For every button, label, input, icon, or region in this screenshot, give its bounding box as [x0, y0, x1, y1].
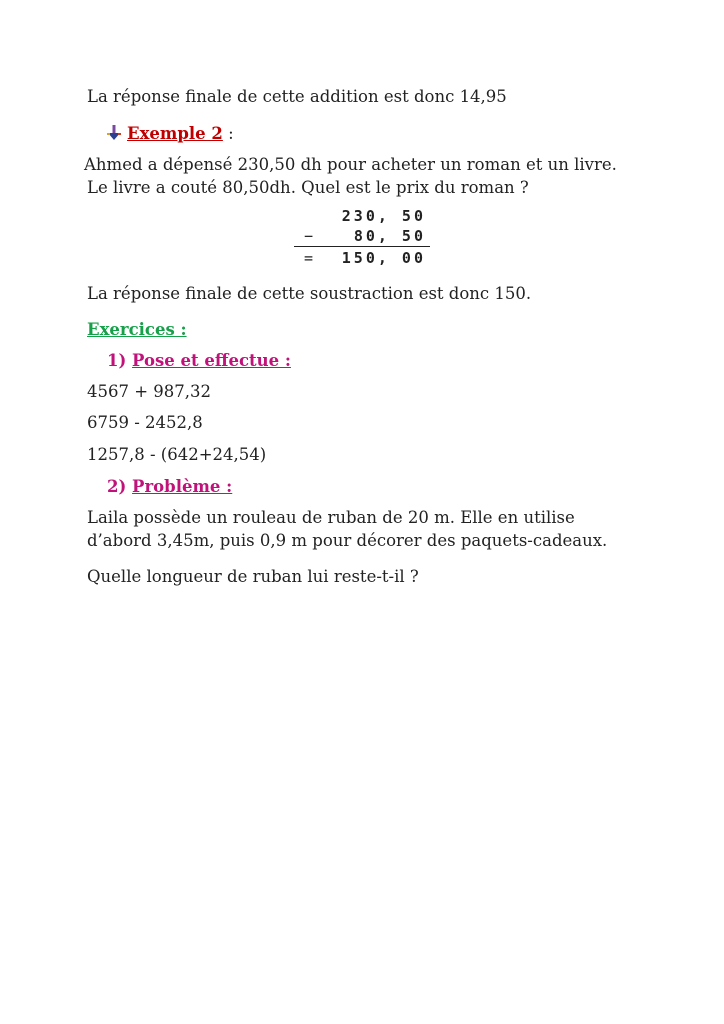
part-1-heading: [107, 350, 291, 372]
part-2-title: Problème :: [132, 477, 233, 496]
part-2-number: 2): [107, 477, 133, 496]
subtraction-conclusion: La réponse finale de cette soustraction est donc 150.: [87, 284, 532, 303]
exercise-item-2: 6759 - 2452,8: [87, 413, 203, 432]
operation-rule: [294, 246, 430, 247]
operation-row-result: [294, 248, 430, 268]
operation-row-top: [294, 206, 430, 226]
addition-conclusion: La réponse finale de cette addition est donc 14,95: [87, 87, 507, 106]
exercise-item-3: 1257,8 - (642+24,54): [87, 445, 267, 464]
example-2-heading: [107, 123, 234, 145]
problem-line-1: Laila possède un rouleau de ruban de 20 m. Elle en utilise: [87, 508, 575, 527]
example-2-text-line-1: Ahmed a dépensé 230,50 dh pour acheter un roman et un livre.: [84, 155, 617, 174]
part-2-heading: [107, 476, 232, 498]
equals-sign: =: [304, 249, 314, 267]
operation-top-number: 230, 50: [341, 207, 426, 225]
exercises-heading: Exercices :: [87, 320, 187, 339]
problem-question: Quelle longueur de ruban lui reste-t-il ?: [87, 567, 419, 586]
example-2-title: Exemple 2: [127, 124, 223, 143]
operation-second-number: 80, 50: [353, 227, 426, 245]
problem-line-2: d’abord 3,45m, puis 0,9 m pour décorer des paquets-cadeaux.: [87, 531, 608, 550]
exercise-item-1: 4567 + 987,32: [87, 382, 212, 401]
subtraction-operation: [294, 206, 430, 266]
minus-sign: −: [304, 227, 314, 245]
operation-row-second: [294, 226, 430, 246]
part-1-number: 1): [107, 351, 133, 370]
example-2-text-line-2: Le livre a couté 80,50dh. Quel est le prix du roman ?: [87, 178, 529, 197]
example-2-colon: :: [222, 124, 234, 143]
operation-result: 150, 00: [341, 249, 426, 267]
down-arrow-bullet-icon: [107, 125, 121, 141]
part-1-title: Pose et effectue :: [132, 351, 291, 370]
